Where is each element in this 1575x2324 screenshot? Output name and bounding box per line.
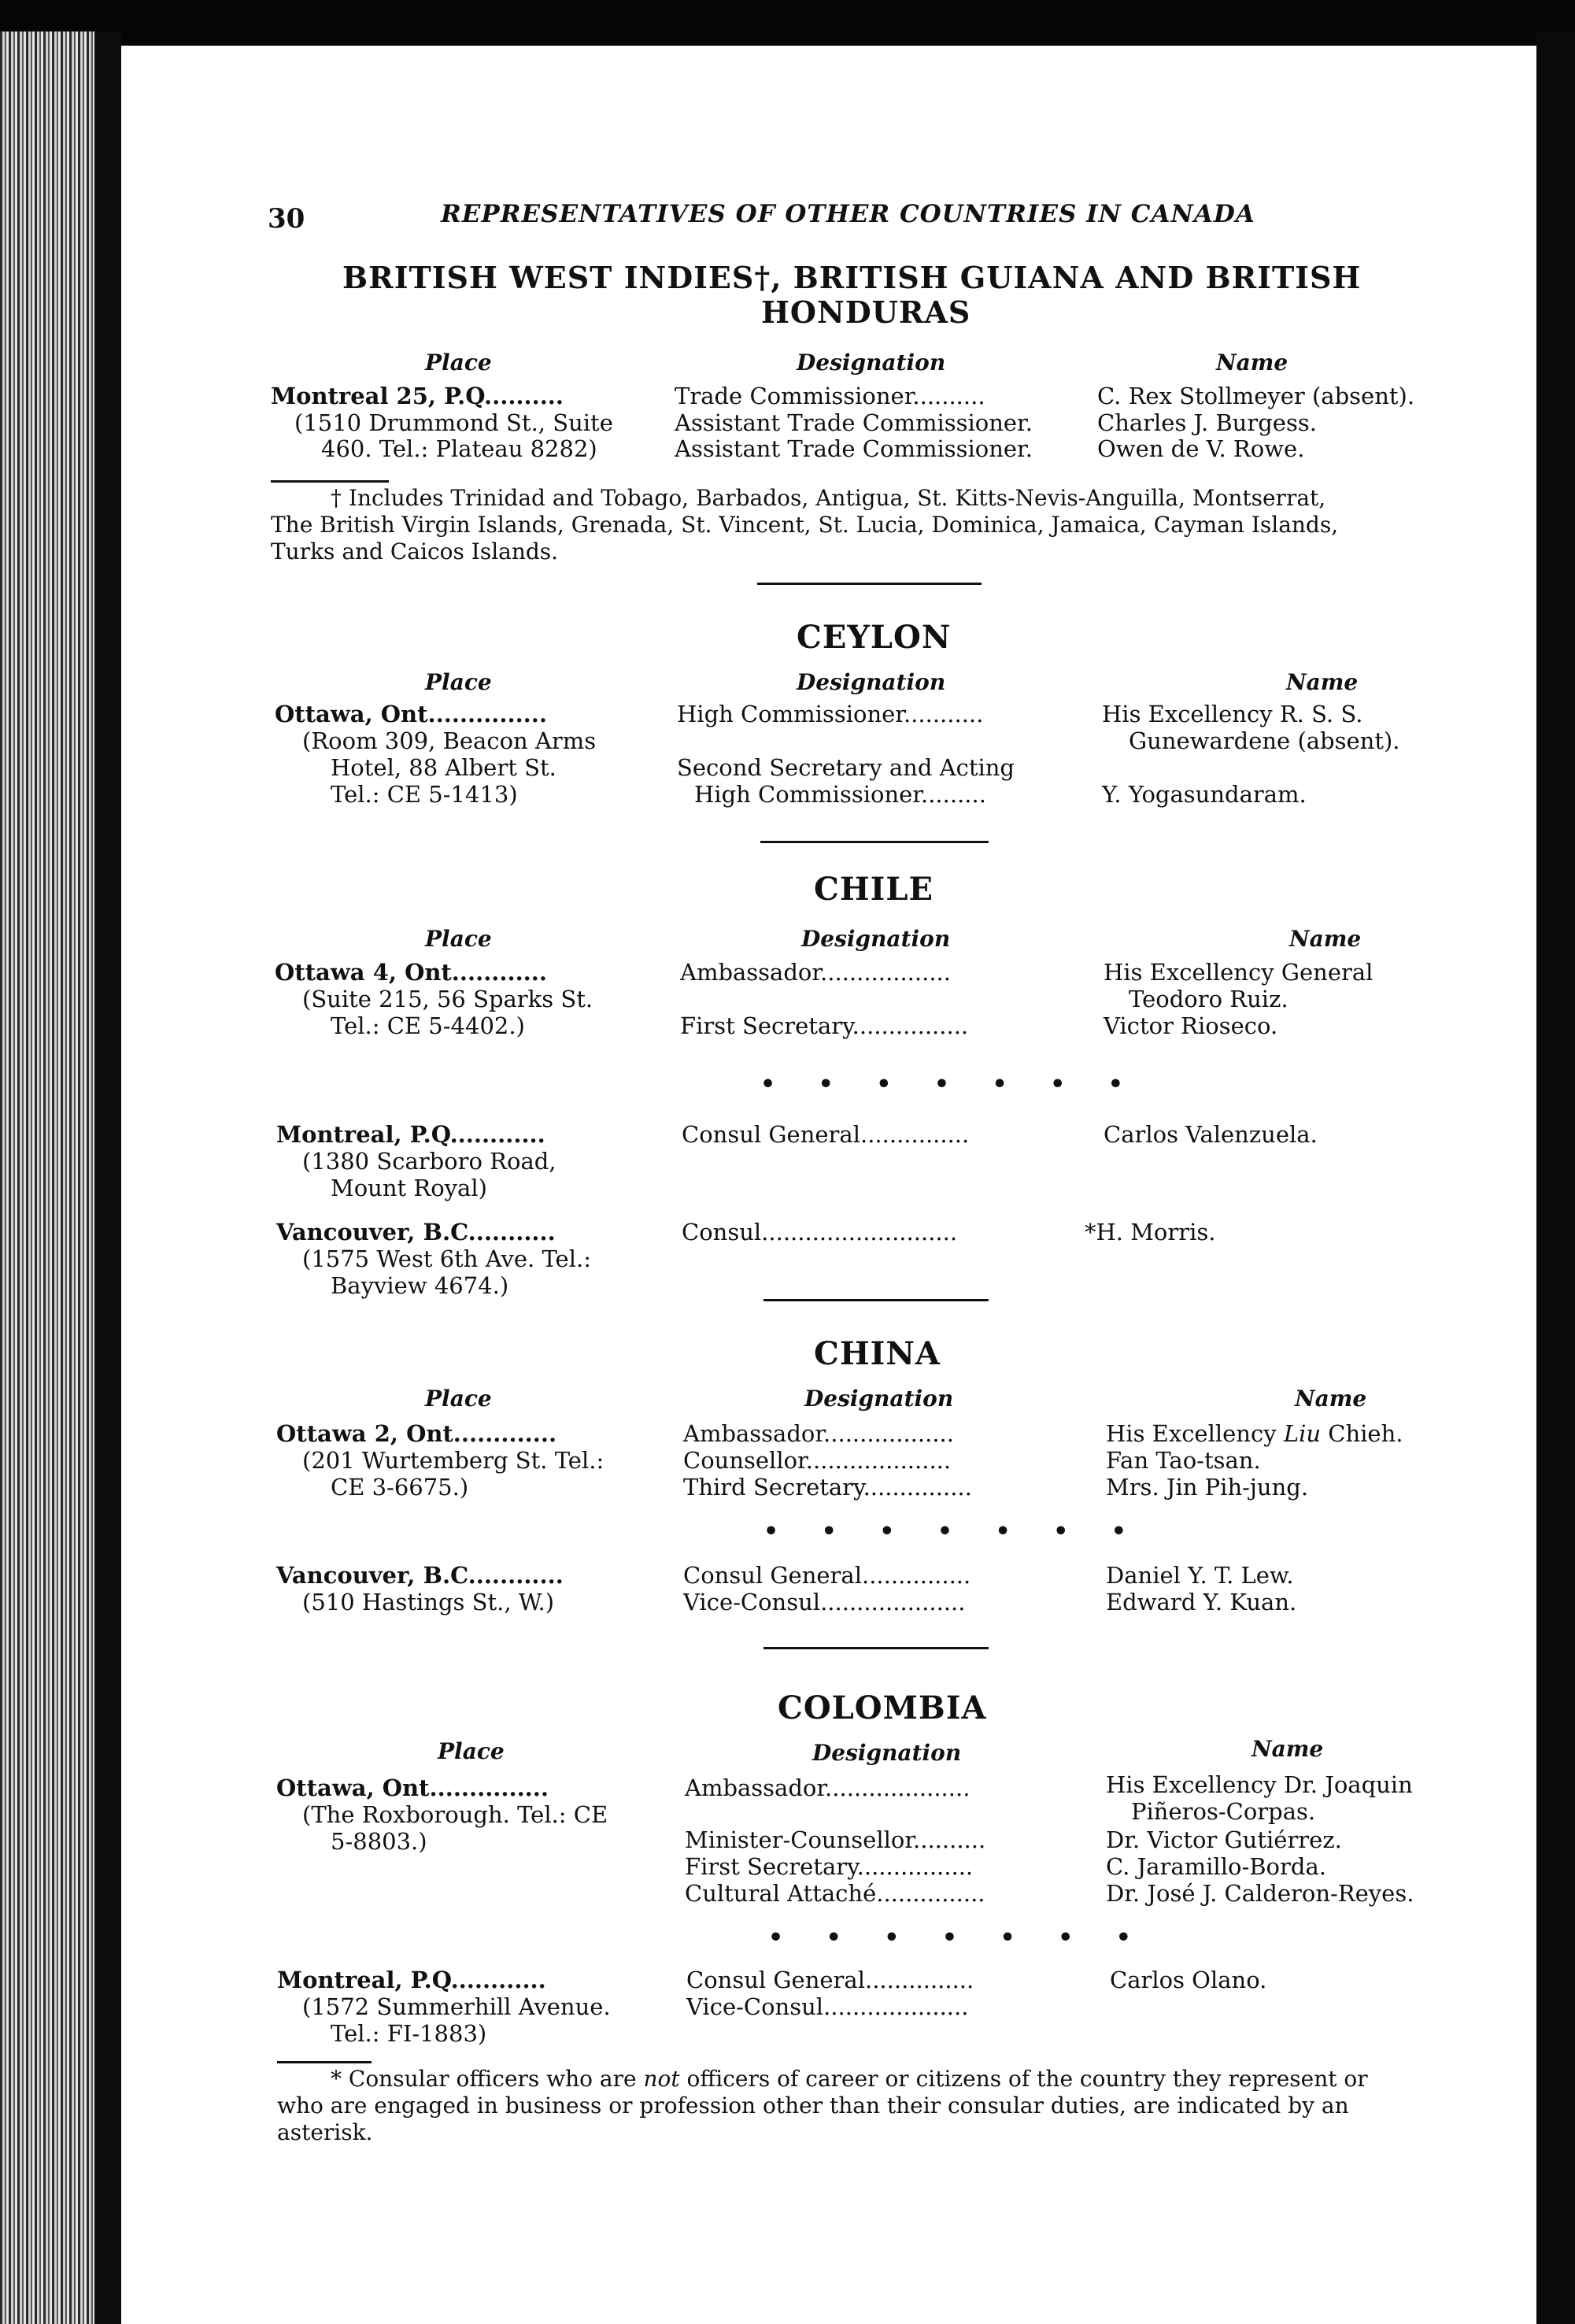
name-line: Victor Rioseco.: [1104, 1012, 1278, 1039]
place-line: Montreal, P.Q............: [277, 1967, 546, 1993]
designation-line: Assistant Trade Commissioner.: [675, 435, 1033, 462]
separator-dots: • • • • • • •: [763, 1518, 1144, 1545]
section-title-colombia: COLOMBIA: [778, 1689, 987, 1726]
name-line: Fan Tao-tsan.: [1106, 1447, 1261, 1474]
scan-top-border: [0, 0, 1575, 46]
designation-line: Consul General...............: [686, 1967, 974, 1993]
col-head-place: Place: [425, 669, 492, 695]
footnote-rule: [271, 480, 389, 483]
name-line: Edward Y. Kuan.: [1106, 1589, 1297, 1615]
name-line: Owen de V. Rowe.: [1097, 435, 1305, 462]
name-suffix: Chieh.: [1321, 1420, 1403, 1447]
designation-line: Counsellor....................: [683, 1447, 952, 1474]
section-title-bwi: BRITISH WEST INDIES†, BRITISH GUIANA AND BRITISH: [342, 260, 1362, 295]
place-line: Tel.: FI-1883): [331, 2020, 487, 2047]
scan-right-border: [1536, 31, 1575, 2324]
section-title-bwi-line2: HONDURAS: [761, 294, 971, 330]
col-head-place: Place: [425, 926, 492, 952]
col-head-designation: Designation: [801, 926, 951, 952]
place-line: Hotel, 88 Albert St.: [331, 754, 556, 781]
place-line: (Room 309, Beacon Arms: [302, 727, 597, 754]
designation-line: Ambassador..................: [680, 959, 951, 986]
designation-line: Cultural Attaché...............: [685, 1880, 985, 1907]
col-head-place: Place: [438, 1738, 505, 1764]
place-line: (1575 West 6th Ave. Tel.:: [302, 1245, 591, 1272]
designation-line: Assistant Trade Commissioner.: [675, 409, 1033, 436]
place-line: Vancouver, B.C............: [276, 1562, 564, 1589]
designation-line: Third Secretary...............: [683, 1474, 972, 1501]
col-head-designation: Designation: [804, 1386, 954, 1412]
col-head-name: Name: [1216, 350, 1288, 376]
scan-binding-gutter: [0, 31, 94, 2324]
name-line: Teodoro Ruiz.: [1129, 986, 1288, 1012]
name-line: C. Jaramillo-Borda.: [1106, 1853, 1326, 1880]
place-line: 460. Tel.: Plateau 8282): [321, 435, 597, 462]
col-head-name: Name: [1251, 1736, 1324, 1762]
designation-line: Consul General...............: [683, 1562, 971, 1589]
name-prefix: His Excellency: [1106, 1420, 1284, 1447]
name-line: [1106, 1420, 1403, 1447]
col-head-place: Place: [425, 1386, 492, 1412]
col-head-designation: Designation: [812, 1740, 962, 1766]
place-line: Montreal, P.Q............: [276, 1121, 545, 1148]
name-line: Y. Yogasundaram.: [1102, 781, 1307, 808]
section-title-ceylon: CEYLON: [797, 619, 952, 656]
place-line: CE 3-6675.): [331, 1474, 469, 1501]
designation-line: Vice-Consul....................: [686, 1993, 969, 2020]
footnote-line: Turks and Caicos Islands.: [271, 538, 559, 564]
place-line: (201 Wurtemberg St. Tel.:: [302, 1447, 604, 1474]
name-surname-italic: Liu: [1283, 1420, 1322, 1447]
section-rule: [763, 1647, 989, 1649]
place-line: (The Roxborough. Tel.: CE: [302, 1801, 608, 1828]
designation-line: Second Secretary and Acting: [677, 754, 1015, 781]
footnote-text: * Consular officers who are: [331, 2066, 644, 2092]
place-line: (1380 Scarboro Road,: [302, 1148, 556, 1175]
footnote-line: who are engaged in business or profession other than their consular duties, are indicated by an: [277, 2093, 1349, 2119]
designation-line: High Commissioner.........: [694, 781, 986, 808]
place-line: Vancouver, B.C...........: [276, 1219, 556, 1245]
name-line: Carlos Olano.: [1110, 1967, 1267, 1993]
col-head-name: Name: [1295, 1386, 1367, 1412]
name-line: Dr. José J. Calderon-Reyes.: [1106, 1880, 1414, 1907]
place-line: Ottawa 4, Ont............: [275, 959, 547, 986]
place-line: (1510 Drummond St., Suite: [294, 409, 613, 436]
designation-line: Vice-Consul....................: [683, 1589, 966, 1615]
section-rule: [760, 841, 989, 843]
place-line: (1572 Summerhill Avenue.: [302, 1993, 611, 2020]
section-rule: [757, 583, 982, 585]
section-rule: [763, 1299, 989, 1301]
place-line: 5-8803.): [331, 1828, 427, 1855]
name-line: Dr. Victor Gutiérrez.: [1106, 1826, 1342, 1853]
col-head-designation: Designation: [797, 669, 946, 695]
designation-line: Consul...........................: [682, 1219, 958, 1245]
place-line: Ottawa, Ont...............: [275, 701, 547, 727]
separator-dots: • • • • • • •: [768, 1924, 1148, 1952]
designation-line: Ambassador..................: [683, 1420, 954, 1447]
footnote-text: officers of career or citizens of the country they represent or: [679, 2066, 1368, 2092]
footnote-rule: [277, 2061, 372, 2063]
name-line: Daniel Y. T. Lew.: [1106, 1562, 1294, 1589]
place-line: Tel.: CE 5-4402.): [331, 1012, 525, 1039]
separator-dots: • • • • • • •: [760, 1071, 1141, 1098]
designation-line: High Commissioner...........: [677, 701, 984, 727]
name-line: Charles J. Burgess.: [1097, 409, 1317, 436]
footnote-line: The British Virgin Islands, Grenada, St. Vincent, St. Lucia, Dominica, Jamaica, Cayman Islands,: [271, 512, 1339, 538]
place-line: (510 Hastings St., W.): [302, 1589, 555, 1615]
col-head-designation: Designation: [797, 350, 946, 376]
name-line: His Excellency Dr. Joaquin: [1106, 1771, 1413, 1798]
place-line: Bayview 4674.): [331, 1272, 509, 1299]
name-line: Carlos Valenzuela.: [1104, 1121, 1318, 1148]
designation-line: Consul General...............: [682, 1121, 970, 1148]
footnote-line: [331, 2066, 1368, 2092]
place-line: Mount Royal): [331, 1175, 487, 1201]
place-line: Ottawa 2, Ont.............: [276, 1420, 557, 1447]
section-title-chile: CHILE: [814, 871, 934, 908]
designation-line: Minister-Counsellor..........: [685, 1826, 986, 1853]
designation-line: First Secretary................: [680, 1012, 969, 1039]
page-number: 30: [268, 203, 305, 235]
designation-line: Trade Commissioner..........: [675, 383, 985, 409]
col-head-name: Name: [1286, 669, 1359, 695]
designation-line: Ambassador....................: [685, 1774, 971, 1801]
name-line: Gunewardene (absent).: [1129, 727, 1400, 754]
name-line: His Excellency General: [1104, 959, 1374, 986]
name-line: C. Rex Stollmeyer (absent).: [1097, 383, 1415, 409]
name-line: Piñeros-Corpas.: [1131, 1798, 1316, 1825]
col-head-place: Place: [425, 350, 492, 376]
place-line: (Suite 215, 56 Sparks St.: [302, 986, 593, 1012]
footnote-emphasis: not: [643, 2066, 680, 2092]
place-line: Tel.: CE 5-1413): [331, 781, 518, 808]
place-line: Montreal 25, P.Q..........: [271, 383, 564, 409]
scan-binding-shadow: [94, 31, 121, 2324]
name-line: His Excellency R. S. S.: [1102, 701, 1363, 727]
designation-line: First Secretary................: [685, 1853, 974, 1880]
footnote-line: † Includes Trinidad and Tobago, Barbados, Antigua, St. Kitts-Nevis-Anguilla, Montserrat,: [331, 485, 1326, 511]
running-title: REPRESENTATIVES OF OTHER COUNTRIES IN CANADA: [441, 200, 1255, 228]
col-head-name: Name: [1289, 926, 1362, 952]
section-title-china: CHINA: [814, 1335, 941, 1372]
name-line: Mrs. Jin Pih-jung.: [1106, 1474, 1309, 1501]
place-line: Ottawa, Ont...............: [276, 1774, 549, 1801]
name-line: *H. Morris.: [1085, 1219, 1216, 1245]
footnote-line: asterisk.: [277, 2119, 373, 2145]
